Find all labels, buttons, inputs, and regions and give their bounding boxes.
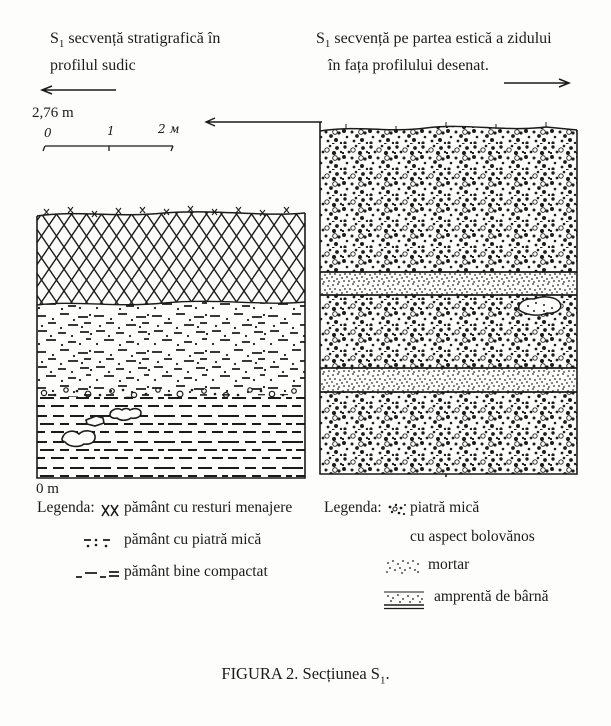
scale-tick-label-1: 1 [107,124,115,138]
legend-item-label: pământ cu resturi menajere [124,499,293,516]
right-wall-drawing [316,118,582,482]
legend-left-title: Legenda: [37,499,95,516]
annotation-left: $S_1$ secvență stratigrafică în profilul sudic [50,30,221,75]
scale-bar [40,138,182,154]
annotation-right: $S_1$ secvență pe partea estică a zidului în fața profilului desenat. [316,30,552,75]
pebble-swatch-icon [387,502,409,518]
long-dash-swatch-icon [76,568,122,582]
west-arrow-icon [33,83,123,97]
legend-item-label-line2: cu aspect bolovănos [410,528,535,545]
legend-right-title: Legenda: [324,499,382,516]
left-profile-drawing [34,203,308,483]
beam-imprint-feature [519,297,561,315]
beam-imprint-swatch-icon [384,589,426,611]
dash-dot-swatch-icon [84,536,114,550]
mortar-swatch-icon [385,558,421,576]
east-arrow-icon [500,76,578,90]
legend-item-label: pământ bine compactat [124,563,268,580]
crosshatch-swatch-icon [100,503,122,518]
legend-item-label: pământ cu piatră mică [124,531,262,548]
scale-tick-label-2: 2 м [158,122,180,136]
wall-height-label: 2,76 m [32,105,74,121]
legend-item-label: piatră mică [410,499,480,516]
connector-arrow-icon [198,114,324,130]
legend-item-label: amprentă de bârnă [434,588,549,605]
base-level-label: 0 m [36,481,59,497]
figure-caption: FIGURA 2. Secțiunea $S_1$. [221,664,390,687]
legend-item-label: mortar [428,556,470,573]
scale-tick-label-0: 0 [44,126,52,140]
